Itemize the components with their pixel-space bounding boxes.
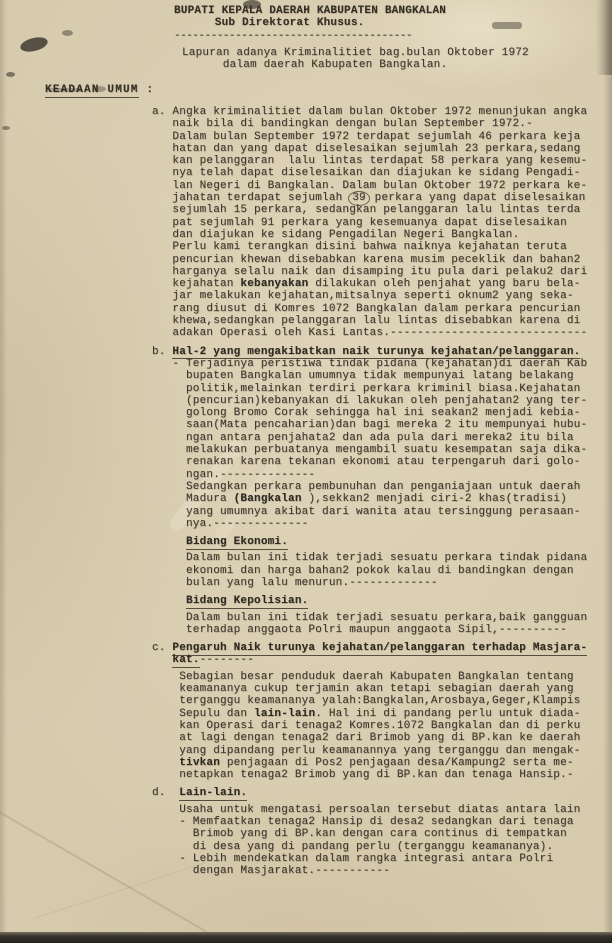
section-d-para xyxy=(152,804,606,816)
text-line: Sebagian besar penduduk daerah Kabupaten Bangkalan tentang xyxy=(152,670,574,683)
text-line: dengan Masjarakat.----------- xyxy=(152,865,391,878)
section-a-body xyxy=(152,106,606,340)
text-line: - Terjadinya peristiwa tindak pidana (kejahatan)di daerah Kab xyxy=(152,357,588,370)
text-line: ngan antara penjahata2 dan ada pula dari mereka2 itu bila xyxy=(152,431,574,444)
document-body xyxy=(152,106,606,878)
text-line: Dalam bulan ini tidak terjadi sesuatu perkara,baik gangguan xyxy=(152,611,588,624)
text-line: yang umumnya akibat dari wanita atau tersinggung perasaan- xyxy=(152,505,581,518)
text-line: di desa yang di pandang perlu (terganggu keamananya). xyxy=(152,840,554,853)
heading-bidang-kepolisian xyxy=(152,595,606,607)
text-line: kat.-------- xyxy=(172,654,255,667)
text-line: renakan karena tekanan ekonomi atau terpengaruh dari golo- xyxy=(152,456,581,469)
text-line: Bidang Kepolisian. xyxy=(186,595,309,608)
section-b-para-madura xyxy=(152,481,606,530)
text-line: terhadap anggaota Polri maupun anggaota Sipil,---------- xyxy=(152,623,567,636)
text-line: harganya selalu naik dan disamping itu pula dari pelaku2 dari xyxy=(152,265,588,278)
letterhead-divider: --------------------------------------- xyxy=(174,29,412,42)
text-line: jahatan terdapat sejumlah 39 perkara yang dapat diselesaikan xyxy=(152,192,606,204)
report-title xyxy=(182,47,529,72)
text-line: Brimob yang di BP.kan dengan cara continus di tempatkan xyxy=(152,828,567,841)
section-b-bullet xyxy=(152,358,606,481)
text-line: sejumlah 15 perkara, sedangkan pelanggaran lalu lintas terda xyxy=(152,204,581,217)
text-line: Madura (Bangkalan ),sekkan2 menjadi ciri-2 khas(tradisi) xyxy=(152,493,567,506)
section-d-heading xyxy=(152,787,606,799)
text-line: nya.-------------- xyxy=(152,517,309,530)
text-line: yang dipandang perlu keamanannya yang terganggu dan mengak- xyxy=(152,744,581,757)
section-d-bullets xyxy=(152,816,606,877)
side-heading-suffix: : xyxy=(138,84,155,96)
ink-smudge xyxy=(6,72,15,77)
text-line: Dalam bulan September 1972 terdapat sejumlah 46 perkara keja xyxy=(152,130,581,143)
text-line: politik,melainkan terdiri perkara kriminil biasa.Kejahatan xyxy=(152,382,581,395)
text-line: netapkan tenaga2 Brimob yang di BP.kan dan tenaga Hansip.- xyxy=(152,769,574,782)
para-bidang-kepolisian xyxy=(152,612,606,637)
text-line: - Lebih mendekatkan dalam rangka integrasi antara Polri xyxy=(152,852,554,865)
text-line: pencurian khewan disebabkan karena musim peceklik dan bahan2 xyxy=(152,253,581,266)
text-line: Sedangkan perkara pembunuhan dan penganiajaan untuk daerah xyxy=(152,480,581,493)
ink-smudge xyxy=(2,126,10,130)
text-line: ngan.-------------- xyxy=(152,468,316,481)
ink-smudge xyxy=(19,35,49,54)
ink-smudge xyxy=(492,22,522,29)
text-line: - Memfaatkan tenaga2 Hansip di desa2 sedangkan dari tenaga xyxy=(152,816,574,829)
report-title-line2: dalam daerah Kabupaten Bangkalan. xyxy=(182,59,448,72)
text-line: (pencurian)kebanyakan di lakukan oleh penjahatan2 yang ter- xyxy=(152,394,588,407)
text-line: nya telah dapat diselesaikan dan diajukan ke sidang Pengadi- xyxy=(152,167,581,180)
ink-smudge xyxy=(62,30,73,36)
text-line: Usaha untuk mengatasi persoalan tersebut diatas antara lain xyxy=(152,803,581,816)
text-line: pat sejumlah 91 perkara yang kesemuanya dapat diselesaikan xyxy=(152,216,567,229)
text-line: kan pelanggaran lalu lintas terdapat 58 perkara yang kesemu- xyxy=(152,155,588,168)
letterhead xyxy=(174,5,446,42)
top-right-edge-shadow xyxy=(596,0,612,75)
text-line: dan diajukan ke sidang Pengadilan Negeri Bangkalan. xyxy=(152,228,520,241)
text-line: khewa,sedangkan pelanggaran lalu lintas disebabkan karena di xyxy=(152,315,581,328)
text-line: terganggu keamananya yalah:Bangkalan,Arosbaya,Geger,Klampis xyxy=(152,695,581,708)
text-line: bulan yang lalu menurun.------------- xyxy=(152,576,438,589)
text-line: b. Hal-2 yang mengakibatkan naik turunya kejahatan/pelanggaran. xyxy=(152,345,581,358)
section-c-heading xyxy=(152,642,606,667)
text-line: golong Bromo Corak sehingga hal ini seakan2 menjadi kebia- xyxy=(152,407,581,420)
page-left-edge-shadow xyxy=(0,0,7,943)
text-line: Bidang Ekonomi. xyxy=(186,536,289,549)
scan-bottom-strip xyxy=(0,932,612,943)
text-line: lan Negeri di Bangkalan. Dalam bulan Oktober 1972 perkara ke- xyxy=(152,179,588,192)
text-line: melakukan perbuatanya mengambil suatu kesempatan saja dika- xyxy=(152,444,588,457)
text-line: a. Angka kriminalitiet dalam bulan Oktober 1972 menunjukan angka xyxy=(152,106,588,118)
side-heading xyxy=(45,84,154,96)
text-line: at lagi dengan tenaga2 dari Brimob yang di BP.kan ke daerah xyxy=(152,732,581,745)
text-line: naik bila di bandingkan dengan bulan September 1972.- xyxy=(152,118,533,131)
circled-number: 39 xyxy=(348,191,370,206)
text-line: tivkan penjagaan di Pos2 penjagaan desa/Kampung2 serta me- xyxy=(179,756,574,769)
text-line: adakan Operasi oleh Kasi Lantas.----------------------------- xyxy=(152,327,588,340)
text-line: bupaten Bangkalan umumnya tidak mempunyai latang belakang xyxy=(152,370,574,383)
text-line: c. Pengaruh Naik turunya kejahatan/pelanggaran terhadap Masjara- xyxy=(152,642,588,655)
letterhead-office: BUPATI KEPALA DAERAH KABUPATEN BANGKALAN xyxy=(174,5,447,17)
text-line: saan(Mata pencaharian)dan bagi mereka 2 itu mempunyai hubu- xyxy=(152,419,588,432)
text-line: d. Lain-lain. xyxy=(152,787,248,800)
text-line: rang diusut di Komres 1072 Bangkalan dalam perkara pencurian xyxy=(152,302,581,315)
report-title-line1: Lapuran adanya Kriminalitiet bag.bulan Oktober 1972 xyxy=(182,47,529,59)
text-line: kan Operasi dari tenaga2 Komres.1072 Bangkalan dan di perku xyxy=(152,719,581,732)
section-b-heading xyxy=(152,346,606,358)
text-line: Perlu kami terangkan disini bahwa naiknya kejahatan teruta xyxy=(152,241,567,254)
letterhead-sub-office: Sub Direktorat Khusus. xyxy=(174,17,365,30)
text-line: hatan dan yang dapat diselesaikan sejumlah 23 perkara,sedang xyxy=(152,142,581,155)
para-bidang-ekonomi xyxy=(152,552,606,589)
text-line: Dalam bulan ini tidak terjadi sesuatu perkara tindak pidana xyxy=(152,552,588,565)
side-heading-text: KEADAAN UMUM xyxy=(45,84,139,96)
text-line: kejahatan kebanyakan dilakukan oleh penjahat yang baru bela- xyxy=(152,278,581,291)
section-c-para xyxy=(152,671,606,782)
text-line: keamananya cukup terjamin akan tetapi sebagian daerah yang xyxy=(152,683,574,696)
text-line: ekonomi dan harga bahan2 pokok kalau di bandingkan dengan xyxy=(152,564,574,577)
text-line: jar melakukan kejahatan,mitsalnya seperti oknum2 yang seka- xyxy=(152,290,574,303)
text-line: Sepulu dan lain-lain. Hal ini di pandang perlu untuk diada- xyxy=(152,707,581,720)
heading-bidang-ekonomi xyxy=(152,536,606,548)
